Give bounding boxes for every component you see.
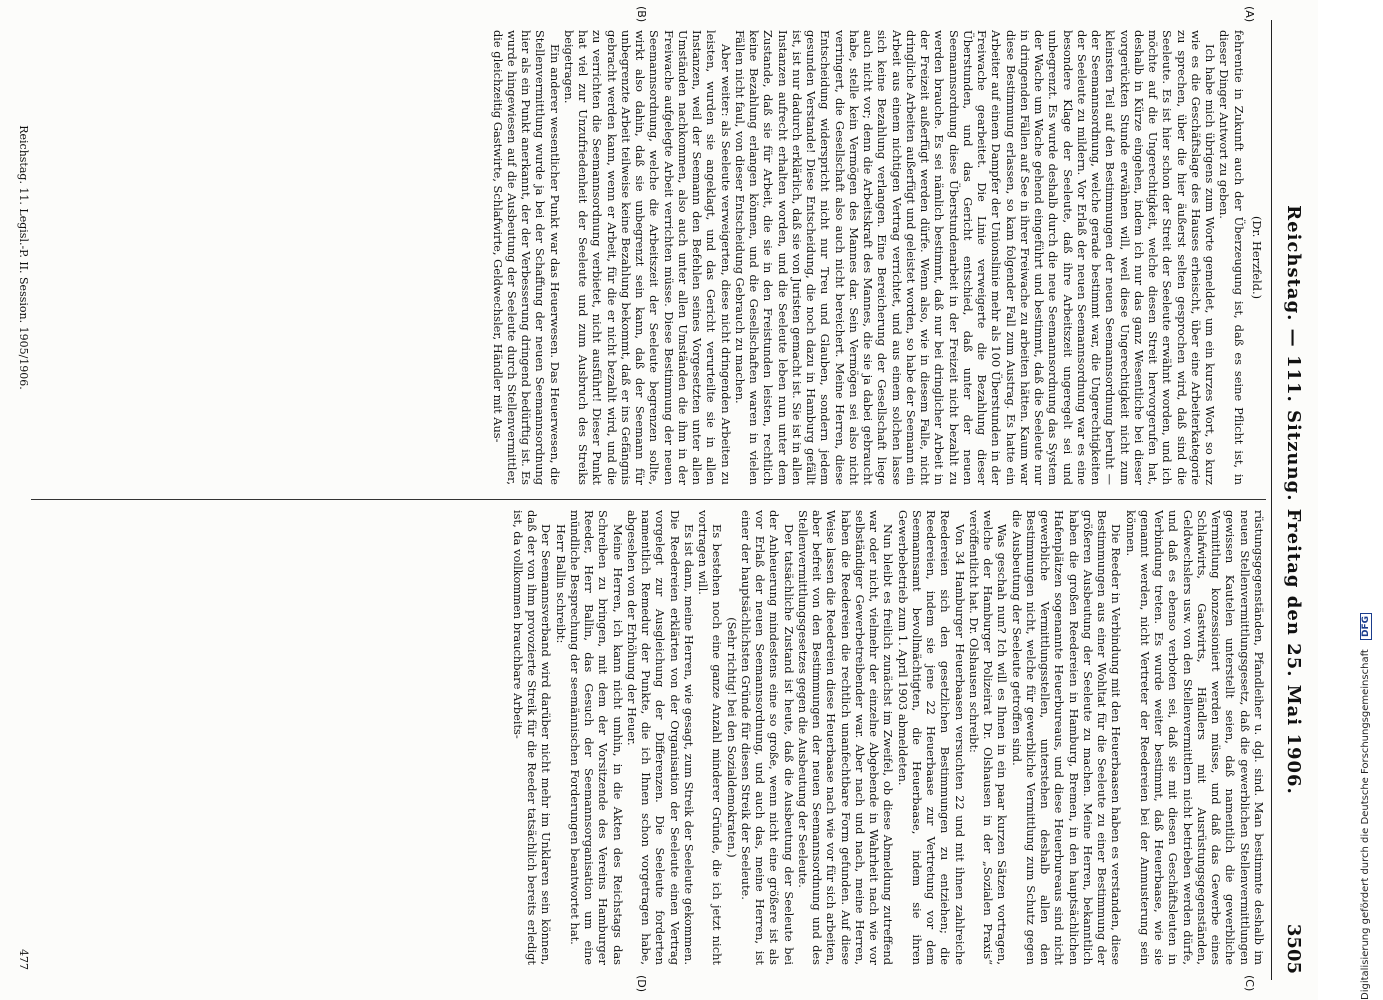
dfg-logo: DFG: [1360, 613, 1372, 640]
paragraph: Ein anderer wesentlicher Punkt war das Heuerwesen. Das Heuerwesen, die Stellenvermittlung wurde ja bei der Schaffung der neuen Seemannsordnung hier als ein Punkt anerkannt, der der Verbesserung dringend bedürftig ist. Es wurde hingewiesen auf die Ausbeutung der Seeleute durch Stellenvermittler, die gleichzeitig Gastwirte, Schlafwirte, Geldwechsler, Händler mit Aus-: [490, 30, 562, 485]
right-footer: 477: [17, 949, 30, 970]
credit-text: Digitalisierung gefördert durch die Deutsche Forschungsgemeinschaft: [1360, 649, 1371, 1000]
paragraph: Herr Ballin schreibt:: [553, 524, 568, 644]
paragraph: Aber weiter: als Seeleute verweigerten, diese nicht dringenden Arbeiten zu leisten, wurden sie angeklagt, und das Gericht verurteilte sie in allen Instanzen, weil der Seemann den Befehlen seines Vorgesetzten unter allen Umständen nachkommen, also auch unter allen Umständen die ihm in der Freiwache aufgelegte Arbeit verrichten müsse. Diese Bestimmung der neuen Seemannsordnung, welche die Arbeitszeit der Seeleute begrenzen sollte, wirkt also dahin, daß sie unbegrenzt sein kann, daß der Seemann für unbegrenzte Arbeit teilweise keine Bezahlung bekommt, daß er ins Gefängnis gebracht werden kann, wenn er Arbeit, für die er nicht bezahlt wird, und die zu verrichten die Seemannsordnung verbietet, nicht ausführt! Dieser Punkt hat viel zur Unzufriedenheit der Seeleute und zum Ausbruch des Streiks beigetragen.: [562, 30, 733, 485]
paragraph: Es ist dann, meine Herren, wie gesagt, zum Streik der Seeleute gekommen. Die Reedereien erklärten von der Organisation der Seeleute einen Vertrag vorgelegt zur Ausgleichung der Differenzen. Die Seeleute forderten namentlich Remedur der Punkte, die ich Ihnen schon vorgetragen habe, abgesehen von der Erhöhung der Heuer.: [625, 510, 696, 965]
paragraph: Die Reeder in Verbindung mit den Heuerbaasen haben es verstanden, diese Bestimmungen aus einer Wohltat für die Seeleute zu einer Bestimmung der größeren Ausbeutung der Seeleute zu machen. Meine Herren, bekanntlich haben die großen Reedereien in Hamburg, Bremen, in den hauptsächlichen Hafenplätzen sogenannte Heuerbureaus, und diese Heuerbureaus sind nicht gewerbliche Vermittlungsstellen, unterstehen deshalb allen den Bestimmungen nicht, welche für gewerbliche Vermittlung zum Schutz gegen die Ausbeutung der Seeleute getroffen sind.: [1009, 510, 1124, 965]
paragraph: Was geschah nun? Ich will es Ihnen in ein paar kurzen Sätzen vortragen, welche der Hamburger Polizeirat Dr. Olshausen in der „Sozialen Praxis“ veröffentlicht hat. Dr. Olshausen schreibt:: [967, 510, 1010, 965]
left-column: [36, 30, 1266, 485]
page-header: [1271, 20, 1310, 980]
paragraph: Nun bleibt es freilich zunächst im Zweifel, ob diese Abmeldung zutreffend war oder nicht, vielmehr der einzelne Abgebende in Wahrheit nach wie vor selbständiger Gewerbetreibender war. Aber nach und nach, meine Herren, haben die Reedereien die rechtlich unanfechtbare Form gefunden. Auf diese Weise lassen die Reedereien diese Heuerbaase nach wie vor für sich arbeiten, aber befreit von den Bestimmungen der neuen Seemannsordnung und des Stellenvermittlungsgesetzes gegen die Ausbeutung der Seeleute.: [796, 510, 896, 965]
quoted-paragraph: Der Seemannsverband wird darüber nicht mehr im Unklaren sein können, daß der von ihm provozierte Streik für die Reeder tatsächlich bereits erledigt ist, da vollkommen brauchbare Arbeits-: [511, 510, 554, 965]
right-column: [36, 510, 1266, 965]
margin-marker-b: (B): [635, 6, 648, 23]
margin-marker-c: (C): [1243, 975, 1256, 992]
paragraph: Meine Herren, ich kann nicht umhin, in die Akten des Reichstags das Schreiben zu bringen, mit dem der Vorsitzende des Vereins Hamburger Reeder, Herr Ballin, das Gesuch der Seemannsorganisation um eine mündliche Besprechung der seemännischen Forderungen beantwortet hat.: [568, 510, 625, 965]
quoted-paragraph: Von 34 Hamburger Heuerbaasen versuchten 22 und mit ihnen zahlreiche Reedereien sich den gesetzlichen Bestimmungen zu entziehen; die Reedereien, indem sie jene 22 Heuerbaase zur Vertretung vor dem Seemannsamt bevollmächtigten, die Heuerbaase, indem sie ihren Gewerbebetrieb zum 1. April 1903 abmeldeten.: [895, 510, 967, 965]
paragraph: Ich habe mich übrigens zum Worte gemeldet, um ein kurzes Wort, so kurz wie es die Geschäftslage des Hauses erheischt, über eine Arbeiterkategorie zu sprechen, über die hier äußerst selten gesprochen wird, daß sind die Seeleute. Es ist hier schon der Streit der Seeleute erwähnt worden, und ich möchte auf die Ungerechtigkeit, welche diesen Streit hervorgerufen hat, deshalb in Kürze eingehen, indem ich nur das ganz Wesentliche bei dieser vorgerückten Stunde erwähnen will, weil diese Ungerechtigkeit nicht zum kleinsten Teil auf den Bestimmungen der neuen Seemannsordnung beruht — der Seemannsordnung, welche gerade bestimmt war, die Ungerechtigkeiten der Seeleute zu mildern. Vor Erlaß der neuen Seemannsordnung war es eine besondere Klage der Seeleute, daß ihre Arbeitszeit ungeregelt sei und unbegrenzt. Es wurde deshalb durch die neue Seemannsordnung das System der Wache um Wache gehend eingeführt und bestimmt, daß die Seeleute nur in dringenden Fällen auf See in ihrer Freiwache zu arbeiten hätten. Kaum war diese Bestimmung erlassen, so kam folgender Fall zum Austrag. Es hatte ein Arbeiter auf einem Dampfer der Unionslinie mehr als 100 Überstunden in der Freiwache gearbeitet. Die Linie verweigerte die Bezahlung dieser Überstunden, und das Gericht entschied, daß unter der neuen Seemannsordnung diese Überstundenarbeit in der Freizeit nicht bezahlt zu werden brauche. Es sei nämlich bestimmt, daß nur bei dringlicher Arbeit in der Freizeit außerfügt werden dürfe. Wenn also, wie in diesem Falle, nicht dringliche Arbeiten außerfügt und geleistet worden, so habe der Seemann ein Arbeit aus einem nichtigen Vertrag verrichtet, und aus einem solchen lasse sich keine Bezahlung verlangen. Eine Bereicherung der Gesellschaft liege auch nicht vor; denn die Arbeitskraft des Mannes, die sie ja dabei gebraucht habe, stelle kein Vermögen des Mannes dar. Sein Vermögen sei also nicht verringert, die Gesellschaft also auch nicht bereichert. Meine Herren, diese Entscheidung widerspricht nicht nur Treu und Glauben, sondern jedem gesunden Verstande! Diese Entscheidung, die noch dazu in Hamburg gefällt ist, ist nur dadurch erklärlich, daß sie von Juristen gemacht ist. Sie ist in allen Instanzen aufrecht erhalten worden, und die Seeleute leben nun unter dem Zustande, daß sie für Arbeit, die sie in den Freistunden leisten, rechtlich keine Bezahlung erlangen können, und die Gesellschaften waren in vielen Fällen nicht faul, von dieser Entscheidung Gebrauch zu machen.: [733, 30, 1218, 485]
margin-marker-a: (A): [1243, 6, 1256, 23]
column-divider: [31, 499, 1266, 500]
margin-marker-d: (D): [635, 975, 648, 993]
paragraph: Es bestehen noch eine ganze Anzahl minderer Gründe, die ich jetzt nicht vortragen will.: [696, 510, 725, 965]
left-footer: Reichstag. 11. Legisl.-P. II. Session. 1905/1906.: [17, 125, 30, 390]
digitization-credit: [1360, 0, 1372, 1000]
speaker-label: (Dr. Herzfeld.): [1250, 215, 1264, 300]
paragraph: Der tatsächliche Zustand ist heute, daß die Ausbeutung der Seeleute bei der Anheuerung mindestens eine so große, wenn nicht eine größere ist als vor Erlaß der neuen Seemannsordnung, und auch das, meine Herren, ist einer der hauptsächlichsten Gründe für diesen Streik der Seeleute.: [739, 510, 796, 965]
page-number: 3505: [1283, 923, 1304, 974]
paragraph: fehrentie in Zukunft auch der Überzeugung ist, daß es seine Pflicht ist, in dieser Dinger Antwort zu geben.: [1217, 30, 1246, 485]
paragraph: rüstungsgegenständen, Pfandleiher u. dgl. sind. Man bestimmte deshalb im neuen Stellenvermittlungsgesetz, daß die gewerblichen Stellenvermittlungen gewissen Kautelen unterstellt seien, daß namentlich die gewerbliche Vermittlung konzessioniert werden müsse, und daß das Gewerbe eines Schlafwirts, Gastwirts, Händlers mit Ausrüstungsgegenständen, Geldwechslers usw. von den Stellenvermittlern nicht betrieben werden dürfe, und daß es ebenso verboten sei, daß sie mit diesen Geschäftsleuten in Verbindung treten. Es wurde weiter bestimmt, daß Heuerbaase, wie sie genannt werden, nicht Vertreter der Reedereien bei der Anmusterung sein können.: [1123, 510, 1266, 965]
header-title: Reichstag. — 111. Sitzung. Freitag den 25. Mai 1906.: [1283, 205, 1304, 795]
interjection: (Sehr richtig! bei den Sozialdemokraten.): [724, 617, 739, 858]
